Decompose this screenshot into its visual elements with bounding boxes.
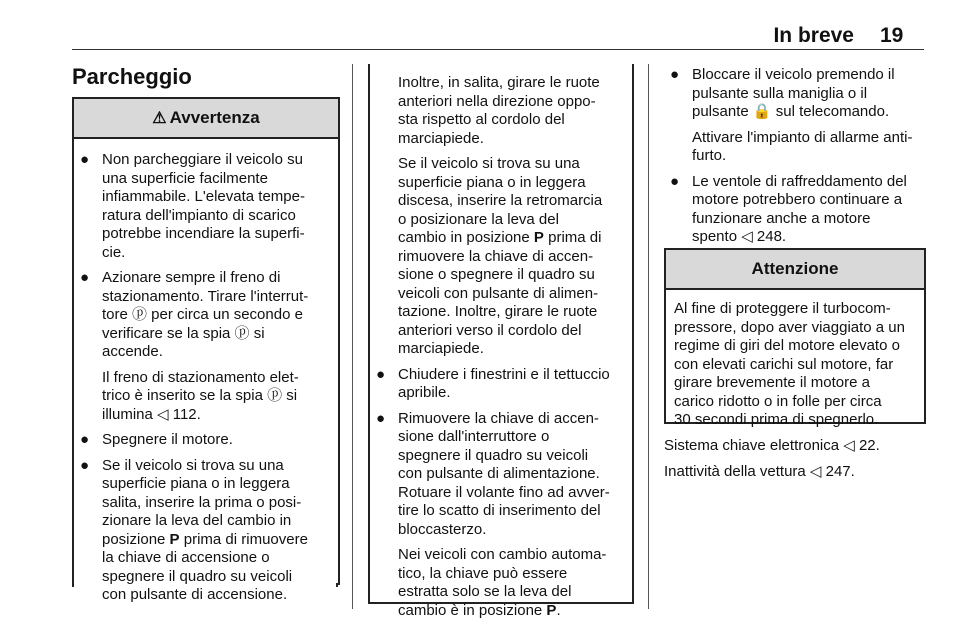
text-line: la chiave di accensione o	[102, 549, 270, 566]
text-line: salita, inserire la prima o posi-	[102, 493, 302, 511]
text-line: estratta solo se la leva del	[398, 583, 572, 600]
column-3	[664, 66, 926, 254]
warning-heading: ⚠ Avvertenza	[74, 99, 338, 139]
text-line: bloccasterzo.	[398, 520, 487, 538]
continued-warning-box	[368, 64, 634, 619]
text-line: sta rispetto al cordolo del	[398, 111, 565, 128]
warning-body	[74, 139, 338, 605]
text-line: anteriori nella direzione oppo-	[398, 92, 596, 110]
text-line: Attivare l'impianto di allarme anti-	[692, 128, 913, 146]
text-line: spegnere il quadro su veicoli	[102, 567, 293, 585]
text-line: marciapiede.	[398, 129, 484, 147]
remove-key-bullet: ● Rimuovere la chiave di accen- sione dall'interruttore o spegnere il quadro su veicoli con pulsante di alimentazione. Rotuare il volante fino ad avver- tire lo scatto di inserimento del bloccasterzo.	[370, 410, 628, 540]
page-number: 19	[880, 24, 904, 47]
warning-box-left-extension	[72, 583, 74, 587]
text-line: anteriori verso il cordolo del	[398, 321, 582, 339]
lock-vehicle-bullet: ● Bloccare il veicolo premendo il pulsante sulla maniglia o il pulsante 🔒 sul telecomando.	[664, 66, 926, 122]
text-line: con pulsante di accensione.	[102, 586, 288, 603]
text-line: con pulsante di alimentazione.	[398, 465, 600, 482]
text-line: sione dall'interruttore o	[398, 428, 550, 445]
text-line: trico è inserito se la spia ⓟ si	[102, 387, 298, 404]
text-line: Inoltre, in salita, girare le ruote	[398, 74, 600, 91]
caution-body	[666, 290, 924, 430]
text-line: girare brevemente il motore a	[674, 374, 870, 391]
text-line: Azionare sempre il freno di	[102, 269, 281, 286]
ref-electronic-key: Sistema chiave elettronica ◁ 22.	[664, 437, 880, 454]
text-line: apribile.	[398, 384, 451, 401]
text-line: carico ridotto o in folle per circa	[674, 392, 882, 410]
text-line: illumina ◁ 112.	[102, 405, 201, 423]
text-line: Chiudere i finestrini e il tettuccio	[398, 365, 610, 383]
text-line: tire lo scatto di inserimento del	[398, 502, 601, 519]
ref-vehicle-storage: Inattività della vettura ◁ 247.	[664, 462, 855, 480]
text-line: pulsante sulla maniglia o il	[692, 84, 868, 102]
text-line: Non parcheggiare il veicolo su	[102, 151, 303, 168]
text-line: Se il veicolo si trova su una	[102, 456, 284, 474]
text-line: stazionamento. Tirare l'interrut-	[102, 287, 309, 305]
text-line: marciapiede.	[398, 340, 484, 357]
text-line: o posizionare la leva del	[398, 210, 559, 228]
text-line: potrebbe incendiare la superfi-	[102, 225, 305, 242]
text-line: con elevati carichi sul motore, far	[674, 355, 894, 373]
warning-bullet-1: ● Non parcheggiare il veicolo su una superficie facilmente infiammabile. L'elevata tempe- ratura dell'impianto di scarico potrebbe incendiare la superfi- cie.	[74, 151, 332, 262]
flat-paragraph: Se il veicolo si trova su una superficie piana o in leggera discesa, inserire la retromarcia o posizionare la leva del cambio in posizione P prima di rimuovere la chiave di accen- sione o spegnere il quadro su veicoli con pulsante di alimen- tazione. Inoltre, girare le ruote anteriori verso il cordolo del marciapiede.	[398, 155, 626, 359]
section-title: Parcheggio	[72, 64, 192, 89]
warning-triangle-icon: ⚠	[152, 110, 167, 127]
text-line: Rimuovere la chiave di accen-	[398, 409, 599, 427]
slope-paragraph	[398, 74, 626, 148]
gear-line: posizione P prima di rimuovere	[102, 530, 308, 548]
column-divider-2	[648, 64, 649, 609]
text-line: Nei veicoli con cambio automa-	[398, 546, 607, 563]
text-line: Se il veicolo si trova su una	[398, 155, 580, 172]
text-line: infiammabile. L'elevata tempe-	[102, 188, 305, 205]
text-line: Le ventole di raffreddamento del	[692, 172, 907, 190]
text-line: veicoli con pulsante di alimen-	[398, 284, 599, 302]
cooling-fan-bullet: ● Le ventole di raffreddamento del motore potrebbero continuare a funzionare anche a motore spento ◁ 248.	[664, 173, 926, 247]
running-header-title: In breve	[773, 24, 854, 47]
caution-heading: Attenzione	[666, 250, 924, 290]
text-line: superficie piana o in leggera	[398, 173, 586, 191]
automatic-note: Nei veicoli con cambio automa- tico, la chiave può essere estratta solo se la leva del cambio è in posizione P.	[370, 546, 628, 620]
text-line: discesa, inserire la retromarcia	[398, 192, 603, 209]
text-line: zionare la leva del cambio in	[102, 512, 292, 529]
text-line: 30 secondi prima di spegnerlo.	[674, 411, 879, 428]
text-line: furto.	[692, 147, 727, 164]
text-line: funzionare anche a motore	[692, 209, 871, 227]
warning-box-right-extension	[336, 583, 338, 587]
column-divider-1	[352, 64, 353, 609]
alarm-note	[664, 129, 926, 166]
warning-bullet-2-note	[74, 369, 332, 425]
text-line: pressore, dopo aver viaggiato a un	[674, 318, 905, 336]
warning-box	[72, 97, 340, 603]
text-line: sione o spegnere il quadro su	[398, 266, 595, 283]
text-line: accende.	[102, 343, 163, 360]
warning-bullet-3: ● Spegnere il motore.	[74, 431, 332, 450]
text-line: tazione. Inoltre, girare le ruote	[398, 303, 598, 320]
text-line: tico, la chiave può essere	[398, 564, 568, 582]
header-rule	[72, 49, 924, 50]
text-line: Il freno di stazionamento elet-	[102, 368, 299, 386]
text-line: una superficie facilmente	[102, 169, 268, 187]
text-line: motore potrebbero continuare a	[692, 191, 903, 208]
references	[664, 437, 926, 488]
text-line: spento ◁ 248.	[692, 228, 787, 245]
text-line: Al fine di proteggere il turbocom-	[674, 300, 891, 317]
windows-bullet: ● Chiudere i finestrini e il tettuccio apribile.	[370, 366, 628, 403]
text-line: regime di giri del motore elevato o	[674, 337, 900, 354]
text-line: tore ⓟ per circa un secondo e	[102, 306, 303, 323]
caution-box	[664, 248, 926, 428]
text-line: spegnere il quadro su veicoli	[398, 446, 589, 464]
text-line: cie.	[102, 243, 126, 261]
text-line: rimuovere la chiave di accen-	[398, 247, 594, 265]
warning-bullet-2: ● Azionare sempre il freno di stazionamento. Tirare l'interrut- tore ⓟ per circa un secondo e verificare se la spia ⓟ si accende.	[74, 269, 332, 362]
text-line: verificare se la spia ⓟ si	[102, 324, 265, 342]
warning-bullet-4: ● Se il veicolo si trova su una superficie piana o in leggera salita, inserire la prima o posi- zionare la leva del cambio in posizione P prima di rimuovere la chiave di accensione o spegnere il quadro su veicoli con pulsante di accensione.	[74, 457, 332, 605]
text-line: ratura dell'impianto di scarico	[102, 206, 296, 224]
text-line: Bloccare il veicolo premendo il	[692, 66, 895, 83]
text-line: pulsante 🔒 sul telecomando.	[692, 103, 890, 120]
text-line: Rotuare il volante fino ad avver-	[398, 483, 610, 501]
text-line: superficie piana o in leggera	[102, 475, 290, 492]
text-line: Spegnere il motore.	[102, 431, 233, 448]
